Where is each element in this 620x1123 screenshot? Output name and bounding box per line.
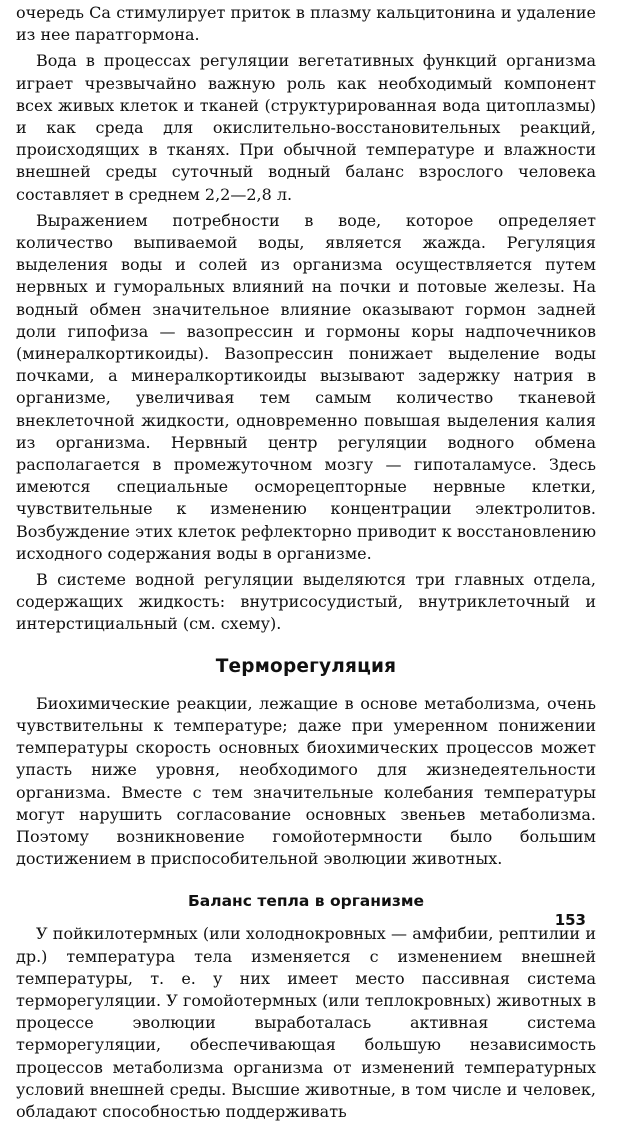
paragraph-continuation: очередь Са стимулирует приток в плазму кальцитонина и удаление из нее паратгормона. <box>16 3 596 45</box>
page-number: 153 <box>554 911 586 929</box>
paragraph-fluid-compartments: В системе водной регуляции выделяются три главных отдела, содержащих жидкость: внутрисосудистый, внутриклеточный и интерстициальный (см. схему). <box>16 570 596 634</box>
paragraph-thermoregulation-intro: Биохимические реакции, лежащие в основе метаболизма, очень чувствительны к температуре; даже при умеренном понижении температуры скорость основных биохимических процессов может упасть ниже уровня, необходимого для жизнедеятельности организма. Вместе с тем значительные колебания температуры могут нарушить согласование основных звеньев метаболизма. Поэтому возникновение гомойотермности было большим достижением в приспособительной эволюции животных. <box>16 693 596 869</box>
paragraph-water-regulation: Вода в процессах регуляции вегетативных функций организма играет чрезвычайно важную роль как необходимый компонент всех живых клеток и тканей (структурированная вода цитоплазмы) и как среда для окислительно-восстановительных реакций, происходящих в тканях. При обычной температуре и влажности внешней среды суточный водный баланс взрослого человека составляет в среднем 2,2—2,8 л. <box>16 51 596 204</box>
paragraph-thirst-regulation: Выражением потребности в воде, которое определяет количество выпиваемой воды, является жажда. Регуляция выделения воды и солей из организма осуществляется путем нервных и гуморальных влияний на почки и потовые железы. На водный обмен значительное влияние оказывают гормон задней доли гипофиза — вазопрессин и гормоны коры надпочечников (минералкортикоиды). Вазопрессин понижает выделение воды почками, а минералкортикоиды вызывают задержку натрия в организме, увеличивая тем самым количество тканевой внеклеточной жидкости, одновременно повышая выделения калия из организма. Нервный центр регуляции водного обмена располагается в промежуточном мозгу — гипоталамусе. Здесь имеются специальные осморецепторные нервные клетки, чувствительные к изменению концентрации электролитов. Возбуждение этих клеток рефлекторно приводит к восстановлению исходного содержания воды в организме. <box>16 210 596 563</box>
subsection-heading-heat-balance: Баланс тепла в организме <box>187 892 425 911</box>
paragraph-heat-balance: У пойкилотермных (или холоднокровных — амфибии, рептилии и др.) температура тела изменяется с изменением внешней температуры, т. е. у них имеет место пассивная система терморегуляции. У гомойотермных (или теплокровных) животных в процессе эволюции выработалась активная система терморегуляции, обеспечивающая большую независимость процессов метаболизма организма от изменений температурных условий внешней среды. Высшие животные, в том числе и человек, обладают способностью поддерживать <box>16 924 596 1121</box>
section-heading-thermoregulation: Терморегуляция <box>215 655 397 677</box>
